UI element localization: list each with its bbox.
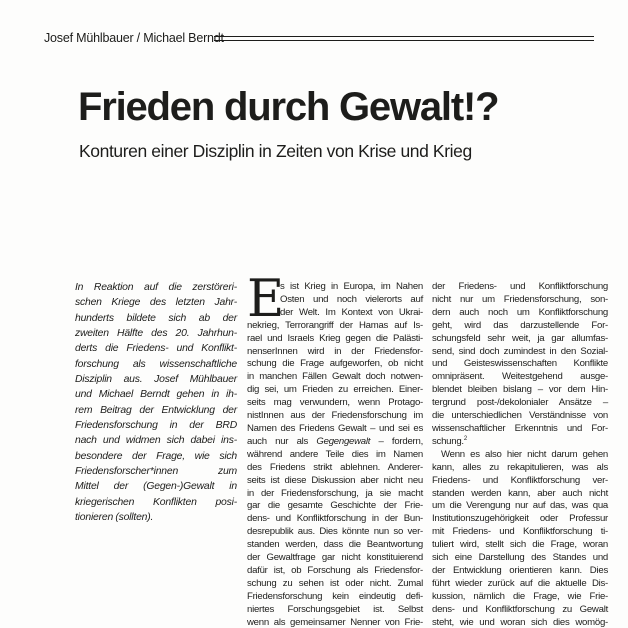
text-line: desrepublik aus. Dies könnte nun so ver- <box>247 526 423 538</box>
text-line: dig sei, um Frieden zu erreichen. Einer- <box>247 384 423 396</box>
text-line: Disziplin aus. Josef Mühlbauer <box>75 374 237 386</box>
text-line: s ist Krieg in Europa, im Nahen <box>280 281 423 292</box>
text-line: standen werden kann, aber auch nicht <box>432 487 608 499</box>
text-line: Friedensforscher*innen zum <box>75 466 237 478</box>
text-line: rael und Israels Krieg gegen die Palästi- <box>247 332 423 344</box>
text-line: seits ist diese Diskussion aber nicht neu <box>247 474 423 486</box>
intro-column <box>75 280 237 526</box>
text-line: niertes Forschungsgebiet ist. Selbst <box>247 603 423 615</box>
text-line: send, sind doch zumindest in den Sozial- <box>432 345 608 357</box>
text-line: hunderts bildete sich ab der <box>75 312 237 324</box>
text-line: und Geisteswissenschaften Konflikte <box>432 358 608 370</box>
text-line: dern auch noch um Konfliktforschung <box>432 306 608 318</box>
text-line: während andere Teile dies im Namen <box>247 448 423 460</box>
text-line: steht, wie und woran sich dies womög- <box>432 616 608 628</box>
text-line: Namen des Friedens Gewalt – und sei es <box>247 422 423 434</box>
text-line: besondere der Frage, wie sich <box>75 450 237 462</box>
text-line: auch nur als Gegengewalt – fordern, <box>247 435 423 447</box>
text-line: des Friedens strikt ablehnen. Anderer- <box>247 461 423 473</box>
text-line: dens- und Konfliktforschung in der Bun- <box>247 513 423 525</box>
text-line: nach und widmen sich dabei ins- <box>75 435 237 447</box>
drop-cap: E <box>247 270 284 329</box>
text-line: nenserInnen wird in der Friedensfor- <box>247 345 423 357</box>
text-line: forschung als wissenschaftliche <box>75 358 237 370</box>
article-title: Frieden durch Gewalt!? <box>78 85 499 129</box>
article-subtitle: Konturen einer Disziplin in Zeiten von Krise und Krieg <box>79 141 472 161</box>
text-line: kann, alles zu rekapitulieren, was als <box>432 461 608 473</box>
text-line: die unterschiedlichen Verständnisse von <box>432 410 608 422</box>
text-line: um die Verengung nur auf das, was qua <box>432 500 608 512</box>
text-line: in der Friedensforschung, ja sie macht <box>247 487 423 499</box>
text-line: zweiten Hälfte des 20. Jahrhun- <box>75 328 237 340</box>
text-line: derts die Friedens- und Konflikt- <box>75 343 237 355</box>
paragraph <box>247 270 423 628</box>
text-line: kriegerischen Konflikten posi- <box>75 496 237 508</box>
text-line: Friedens- und Konfliktforschung ver- <box>432 474 608 486</box>
text-line: nicht nur um Friedensforschung, son- <box>432 293 608 305</box>
text-line: schung.$^2$ <box>432 435 468 447</box>
text-line: schung die Frage aufgeworfen, ob nicht <box>247 358 423 370</box>
text-line: in manchen Fällen Gewalt doch notwen- <box>247 371 423 383</box>
text-line: Wenn es also hier nicht darum gehen <box>441 448 608 460</box>
text-line: schung zu sehen ist oder nicht. Zumal <box>247 577 423 589</box>
text-line: nekrieg, Terrorangriff der Hamas auf Is- <box>247 319 423 331</box>
text-line: nistInnen aus der Friedensforschung im <box>247 410 423 422</box>
text-line: Osten und noch vielerorts auf <box>280 293 423 305</box>
text-line: der Welt. Im Kontext von Ukrai- <box>280 306 423 318</box>
text-line: blendet bleiben bislang – vor dem Hin- <box>432 384 608 396</box>
text-line: schen Kriege des letzten Jahr- <box>75 297 237 309</box>
text-line: mit Friedens- und Konfliktforschung ti- <box>432 526 608 538</box>
text-line: dens- und Konfliktforschung zu Gewalt <box>432 603 608 615</box>
text-line: gar die gesamte Geschichte der Frie- <box>247 500 423 512</box>
text-line: Mittel der (Gegen-)Gewalt in <box>75 481 237 493</box>
text-line: geht, wird das darzustellende For- <box>432 319 608 331</box>
text-line: kussion, nämlich die Frage, wie Frie- <box>432 590 608 602</box>
text-line: dafür ist, ob Forschung als Friedensfor- <box>247 564 423 576</box>
text-line: In Reaktion auf die zerstöreri- <box>75 282 237 293</box>
text-line: rem Beitrag der Entwicklung der <box>75 404 237 416</box>
body-column-1 <box>247 270 423 628</box>
text-line: omnipräsent. Weitestgehend ausge- <box>432 371 608 383</box>
text-line: tergrund post-/dekolonialer Ansätze – <box>432 397 608 409</box>
header-authors: Josef Mühlbauer / Michael Berndt <box>44 31 224 45</box>
paragraph <box>432 449 608 628</box>
text-line: wissenschaftlicher Erkenntnis und For- <box>432 422 608 434</box>
text-line: und Michael Berndt gehen in ih- <box>75 389 237 401</box>
text-line: der Friedens- und Konfliktforschung <box>432 281 608 292</box>
text-line: sich eine Darstellung des Standes und <box>432 552 608 564</box>
body-column-2 <box>432 281 608 628</box>
text-line: standen werden, dass die Beantwortung <box>247 539 423 551</box>
text-line: Friedensforschung kein eindeutig defi- <box>247 590 423 602</box>
body-column-1-text <box>247 270 423 628</box>
text-line: wenn als gemeinsamer Nenner von Frie- <box>247 616 423 628</box>
header-double-rule <box>214 36 594 41</box>
text-line: tionieren (sollten). <box>75 512 154 524</box>
text-line: Friedensforschung in der BRD <box>75 420 237 432</box>
text-line: der Entwicklung orientieren kann. Dies <box>432 564 608 576</box>
paragraph <box>432 281 608 449</box>
paragraph <box>75 280 237 526</box>
text-line: schungsfeld sehr weit, ja gar allumfas- <box>432 332 608 344</box>
text-line: führt wieder zurück auf die aktuelle Dis- <box>432 577 608 589</box>
text-line: seits mag verwundern, wenn Protago- <box>247 397 423 409</box>
text-line: der Gewaltfrage gar nicht konstituierend <box>247 552 423 564</box>
text-line: tuliert wird, stellt sich die Frage, woran <box>432 539 608 551</box>
text-line: Institutionszugehörigkeit oder Professur <box>432 513 608 525</box>
